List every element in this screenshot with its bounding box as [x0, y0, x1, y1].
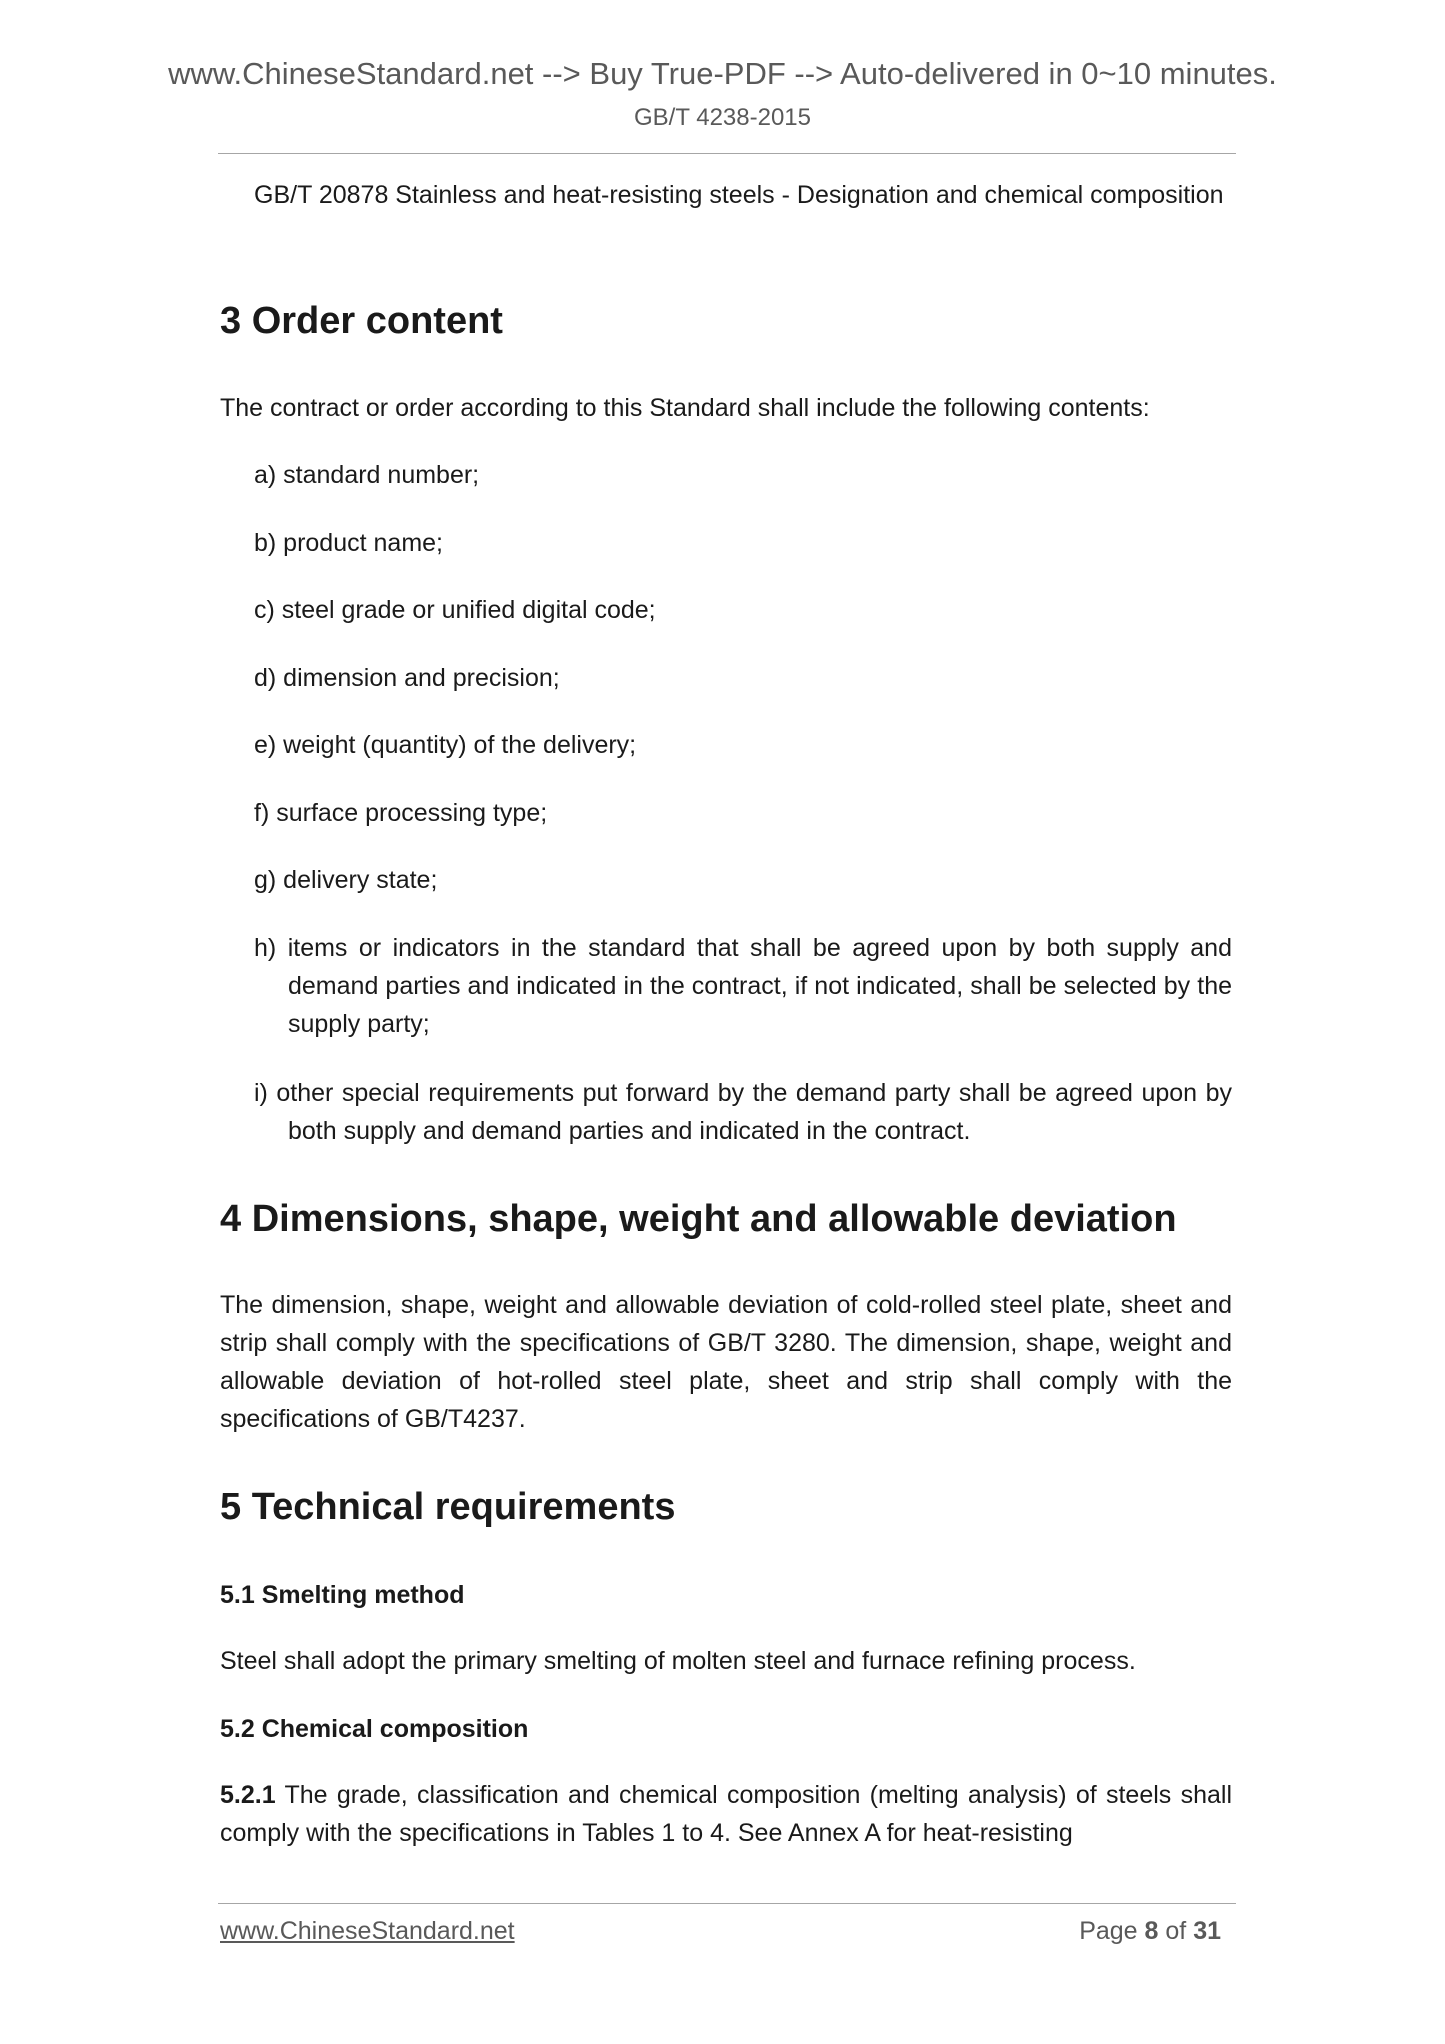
page-indicator [1079, 1919, 1221, 1944]
subsection-5-1-heading: 5.1 Smelting method [220, 1581, 465, 1609]
order-item-d: d) dimension and precision; [254, 664, 560, 692]
order-item-a: a) standard number; [254, 461, 480, 489]
section-5-heading: 5 Technical requirements [220, 1486, 676, 1528]
clause-5-2-1 [220, 1776, 1232, 1852]
section-4-body: The dimension, shape, weight and allowable deviation of cold-rolled steel plate, sheet and strip shall comply with the specifications of GB/T 3280. The dimension, shape, weight and allowable deviation of hot-rolled steel plate, sheet and strip shall comply with the specifications of GB/T4237. [220, 1291, 1232, 1433]
clause-number: 5.2.1 [220, 1781, 276, 1809]
order-item-f: f) surface processing type; [254, 799, 548, 827]
subsection-5-1-body: Steel shall adopt the primary smelting of molten steel and furnace refining process. [220, 1647, 1136, 1675]
footer-site-link[interactable]: www.ChineseStandard.net [220, 1917, 515, 1945]
order-item-c: c) steel grade or unified digital code; [254, 596, 656, 624]
order-item-g: g) delivery state; [254, 866, 438, 894]
order-item-i: i) other special requirements put forward by the demand party shall be agreed upon by both supply and demand parties and indicated in the contract. [254, 1079, 1232, 1145]
page-prefix: Page [1079, 1917, 1145, 1945]
section-3-heading: 3 Order content [220, 300, 503, 342]
section-4-heading: 4 Dimensions, shape, weight and allowable deviation [220, 1198, 1177, 1240]
section-3-lead: The contract or order according to this Standard shall include the following contents: [220, 394, 1150, 422]
clause-text: The grade, classification and chemical composition (melting analysis) of steels shall comply with the specifications in Tables 1 to 4. See Annex A for heat-resisting [220, 1781, 1232, 1847]
current-page-number: 8 [1144, 1917, 1159, 1945]
total-page-number: 31 [1193, 1917, 1221, 1945]
order-item-h: h) items or indicators in the standard that shall be agreed upon by both supply and demand parties and indicated in the contract, if not indicated, shall be selected by the supply party; [254, 934, 1232, 1038]
page-separator: of [1158, 1917, 1194, 1945]
header-banner: www.ChineseStandard.net --> Buy True-PDF --> Auto-delivered in 0~10 minutes. [168, 56, 1277, 91]
subsection-5-2-heading: 5.2 Chemical composition [220, 1715, 529, 1743]
footer-divider [218, 1903, 1236, 1904]
normative-reference-entry: GB/T 20878 Stainless and heat-resisting steels - Designation and chemical composition [254, 181, 1224, 209]
order-item-e: e) weight (quantity) of the delivery; [254, 731, 637, 759]
order-item-b: b) product name; [254, 529, 443, 557]
document-code: GB/T 4238-2015 [633, 104, 811, 131]
header-divider [218, 153, 1236, 154]
